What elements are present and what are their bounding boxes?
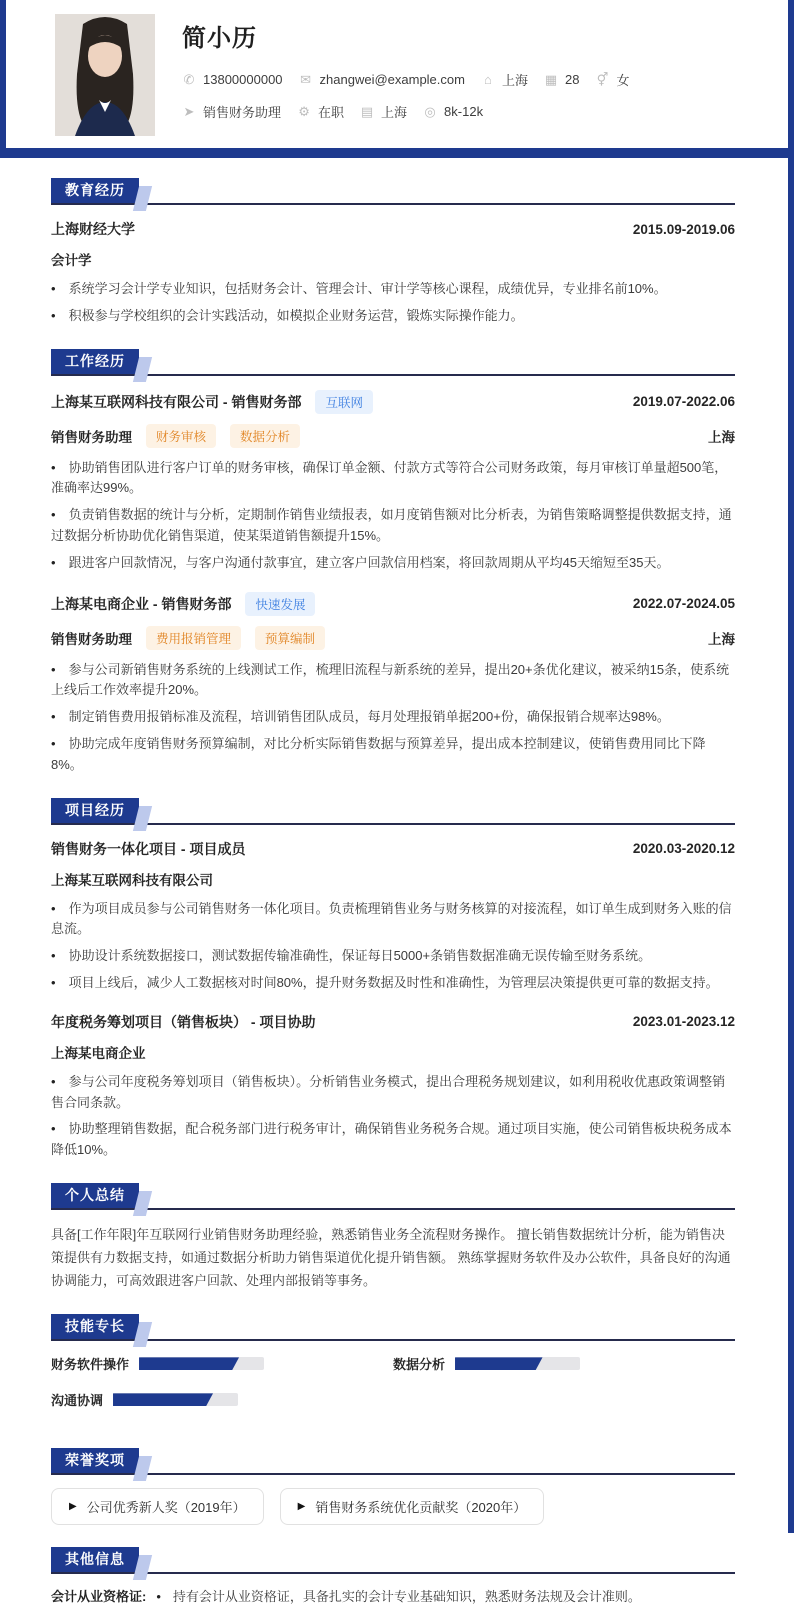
- work-bullet: • 跟进客户回款情况，与客户沟通付款事宜，建立客户回款信用档案，将回款周期从平均45天缩短至35天。: [51, 553, 735, 574]
- page-right-border: [788, 158, 794, 1533]
- contact-job-status: [297, 102, 344, 121]
- project-name: 销售财务一体化项目 - 项目成员: [51, 840, 246, 857]
- skill-progress-fill: [139, 1357, 239, 1370]
- section-header-work: [51, 349, 735, 376]
- section-title-badge: 个人总结: [51, 1183, 139, 1208]
- skill-progress-fill: [113, 1393, 213, 1406]
- project-date: 2023.01-2023.12: [632, 1014, 735, 1030]
- work-entry: [51, 592, 735, 776]
- contact-age: [544, 72, 579, 88]
- section-title-badge: 教育经历: [51, 178, 139, 203]
- role-tag: 费用报销管理: [146, 626, 241, 650]
- play-icon: ▶: [297, 1501, 306, 1513]
- honor-label: 销售财务系统优化贡献奖（2020年）: [315, 1500, 527, 1516]
- job-status-icon: ⚙: [298, 103, 310, 119]
- work-entry-header: [51, 592, 735, 616]
- summary-text: 具备[工作年限]年互联网行业销售财务助理经验，熟悉销售业务全流程财务操作。 擅长销售数据统计分析，能为销售决策提供有力数据支持，如通过数据分析助力销售渠道优化提升销售额。 熟练掌握财务软件及办公软件，具备良好的沟通协调能力，可高效跟进客户回款、处理内部报销等事务。: [51, 1226, 731, 1289]
- project-bullet: • 协助整理销售数据，配合税务部门进行税务审计，确保销售业务税务合规。通过项目实施，使公司销售板块税务成本降低10%。: [51, 1119, 735, 1161]
- company-tag: 快速发展: [245, 592, 315, 616]
- salary-icon: ◎: [424, 103, 436, 119]
- skill-item: [393, 1354, 735, 1373]
- work-bullet: • 参与公司新销售财务系统的上线测试工作，梳理旧流程与新系统的差异，提出20+条优化建议，被采纳15条，使系统上线后工作效率提升20%。: [51, 660, 735, 702]
- skill-progress-fill: [455, 1357, 543, 1370]
- work-entry-header: [51, 390, 735, 414]
- section-header-other: [51, 1547, 735, 1574]
- section-header-honors: [51, 1448, 735, 1475]
- section-title-badge: 其他信息: [51, 1547, 139, 1572]
- section-header-summary: [51, 1183, 735, 1210]
- resume-body: [0, 158, 794, 1608]
- project-entry: [51, 1012, 735, 1161]
- section-title-badge: 荣誉奖项: [51, 1448, 139, 1473]
- project-org: 上海某电商企业: [51, 1045, 146, 1061]
- profile-photo: [55, 14, 155, 136]
- contact-row-2: [182, 102, 645, 121]
- skill-item: [51, 1390, 393, 1409]
- contact-email-value: zhangwei@example.com: [319, 72, 465, 87]
- honors-list: [51, 1488, 735, 1525]
- contact-salary-value: 8k-12k: [444, 104, 484, 119]
- project-name: 年度税务筹划项目（销售板块） - 项目协助: [51, 1013, 316, 1030]
- contact-salary: [423, 104, 483, 120]
- company-name: 上海某互联网科技有限公司 - 销售财务部: [51, 393, 302, 410]
- project-bullet: • 协助设计系统数据接口，测试数据传输准确性，保证每日5000+条销售数据准确无误传输至财务系统。: [51, 946, 735, 967]
- contact-job-intention: [182, 102, 281, 121]
- work-date: 2019.07-2022.06: [632, 394, 735, 410]
- city-icon: ▤: [360, 103, 374, 119]
- role-tag: 预算编制: [255, 626, 325, 650]
- work-bullet: • 协助完成年度销售财务预算编制，对比分析实际销售数据与预算差异，提出成本控制建议，使销售费用同比下降8%。: [51, 734, 735, 776]
- section-title-badge: 工作经历: [51, 349, 139, 374]
- education-major: 会计学: [51, 253, 92, 268]
- header-info: [182, 14, 645, 148]
- contact-age-value: 28: [564, 72, 580, 87]
- section-header-education: [51, 178, 735, 205]
- company-name: 上海某电商企业 - 销售财务部: [51, 595, 232, 612]
- contact-gender-value: 女: [616, 73, 630, 88]
- skill-progress-bar: [455, 1357, 580, 1370]
- skills-list: [51, 1354, 735, 1426]
- bullet-dot: •: [156, 1589, 161, 1605]
- gender-icon: ⚥: [596, 71, 609, 87]
- age-icon: ▦: [544, 71, 558, 87]
- role-tag: 财务审核: [146, 424, 216, 448]
- section-header-projects: [51, 798, 735, 825]
- contact-phone-value: 13800000000: [203, 72, 283, 87]
- work-bullet: • 协助销售团队进行客户订单的财务审核，确保订单金额、付款方式等符合公司财务政策，每月审核订单量超500笔，准确率达99%。: [51, 458, 735, 500]
- candidate-name: 简小历: [182, 25, 257, 52]
- job-intention-icon: ➤: [183, 103, 195, 119]
- work-location: 上海: [708, 631, 735, 647]
- role-title: 销售财务助理: [51, 429, 132, 445]
- work-entry: [51, 390, 735, 574]
- contact-job-intention-value: 销售财务助理: [203, 105, 282, 120]
- skill-progress-bar: [113, 1393, 238, 1406]
- profile-photo-placeholder: [55, 14, 155, 136]
- contact-phone: [182, 72, 283, 88]
- honor-chip: [51, 1488, 264, 1525]
- education-entry-header: [51, 219, 735, 239]
- work-role-row: [51, 626, 735, 650]
- section-title-badge: 项目经历: [51, 798, 139, 823]
- project-entry-header: [51, 1012, 735, 1032]
- role-tag: 数据分析: [230, 424, 300, 448]
- play-icon: ▶: [69, 1501, 77, 1513]
- certificate-label: 会计从业资格证:: [51, 1589, 147, 1605]
- certificate-text: 持有会计从业资格证，具备扎实的会计专业基础知识，熟悉财务法规及会计准则。: [172, 1589, 641, 1605]
- contact-row-1: [182, 70, 645, 89]
- contact-city: [360, 102, 407, 121]
- work-date: 2022.07-2024.05: [632, 596, 735, 612]
- project-bullet: • 参与公司年度税务筹划项目（销售板块）。分析销售业务模式，提出合理税务规划建议，如利用税收优惠政策调整销售合同条款。: [51, 1072, 735, 1114]
- honor-chip: [280, 1488, 545, 1525]
- project-bullet: • 项目上线后，减少人工数据核对时间80%，提升财务数据及时性和准确性，为管理层决策提供更可靠的数据支持。: [51, 973, 735, 994]
- project-org: 上海某互联网科技有限公司: [51, 872, 213, 888]
- email-icon: ✉: [300, 71, 311, 87]
- education-date: 2015.09-2019.06: [632, 221, 735, 237]
- contact-city-value: 上海: [381, 105, 408, 120]
- honor-label: 公司优秀新人奖（2019年）: [86, 1500, 246, 1516]
- contact-email: [299, 72, 465, 88]
- resume-header: [0, 0, 794, 148]
- skill-label: 数据分析: [393, 1357, 446, 1373]
- contact-gender: [595, 70, 629, 89]
- phone-icon: ✆: [183, 71, 195, 87]
- work-bullet: • 制定销售费用报销标准及流程，培训销售团队成员，每月处理报销单据200+份，确保报销合规率达98%。: [51, 707, 735, 728]
- contact-location-value: 上海: [501, 73, 528, 88]
- education-bullet: • 积极参与学校组织的会计实践活动，如模拟企业财务运营，锻炼实际操作能力。: [51, 306, 735, 327]
- company-tag: 互联网: [315, 390, 373, 414]
- location-icon: ⌂: [484, 72, 492, 87]
- school-name: 上海财经大学: [51, 221, 135, 237]
- contact-job-status-value: 在职: [318, 105, 345, 120]
- project-entry-header: [51, 839, 735, 859]
- skill-label: 财务软件操作: [51, 1357, 130, 1373]
- role-title: 销售财务助理: [51, 631, 132, 647]
- skill-item: [51, 1354, 393, 1373]
- other-info-line: [51, 1587, 735, 1608]
- header-divider-bar: [0, 148, 794, 158]
- skill-progress-bar: [139, 1357, 264, 1370]
- work-location: 上海: [708, 429, 735, 445]
- work-bullet: • 负责销售数据的统计与分析，定期制作销售业绩报表，如月度销售额对比分析表，为销售策略调整提供数据支持，通过数据分析协助优化销售渠道，使某渠道销售额提升15%。: [51, 505, 735, 547]
- project-date: 2020.03-2020.12: [632, 841, 735, 857]
- education-bullet: • 系统学习会计学专业知识，包括财务会计、管理会计、审计学等核心课程，成绩优异，专业排名前10%。: [51, 279, 735, 300]
- contact-location: [481, 70, 528, 89]
- project-entry: [51, 839, 735, 994]
- section-header-skills: [51, 1314, 735, 1341]
- project-bullet: • 作为项目成员参与公司销售财务一体化项目。负责梳理销售业务与财务核算的对接流程，如订单生成到财务入账的信息流。: [51, 899, 735, 941]
- section-title-badge: 技能专长: [51, 1314, 139, 1339]
- skill-label: 沟通协调: [51, 1393, 104, 1409]
- work-role-row: [51, 424, 735, 448]
